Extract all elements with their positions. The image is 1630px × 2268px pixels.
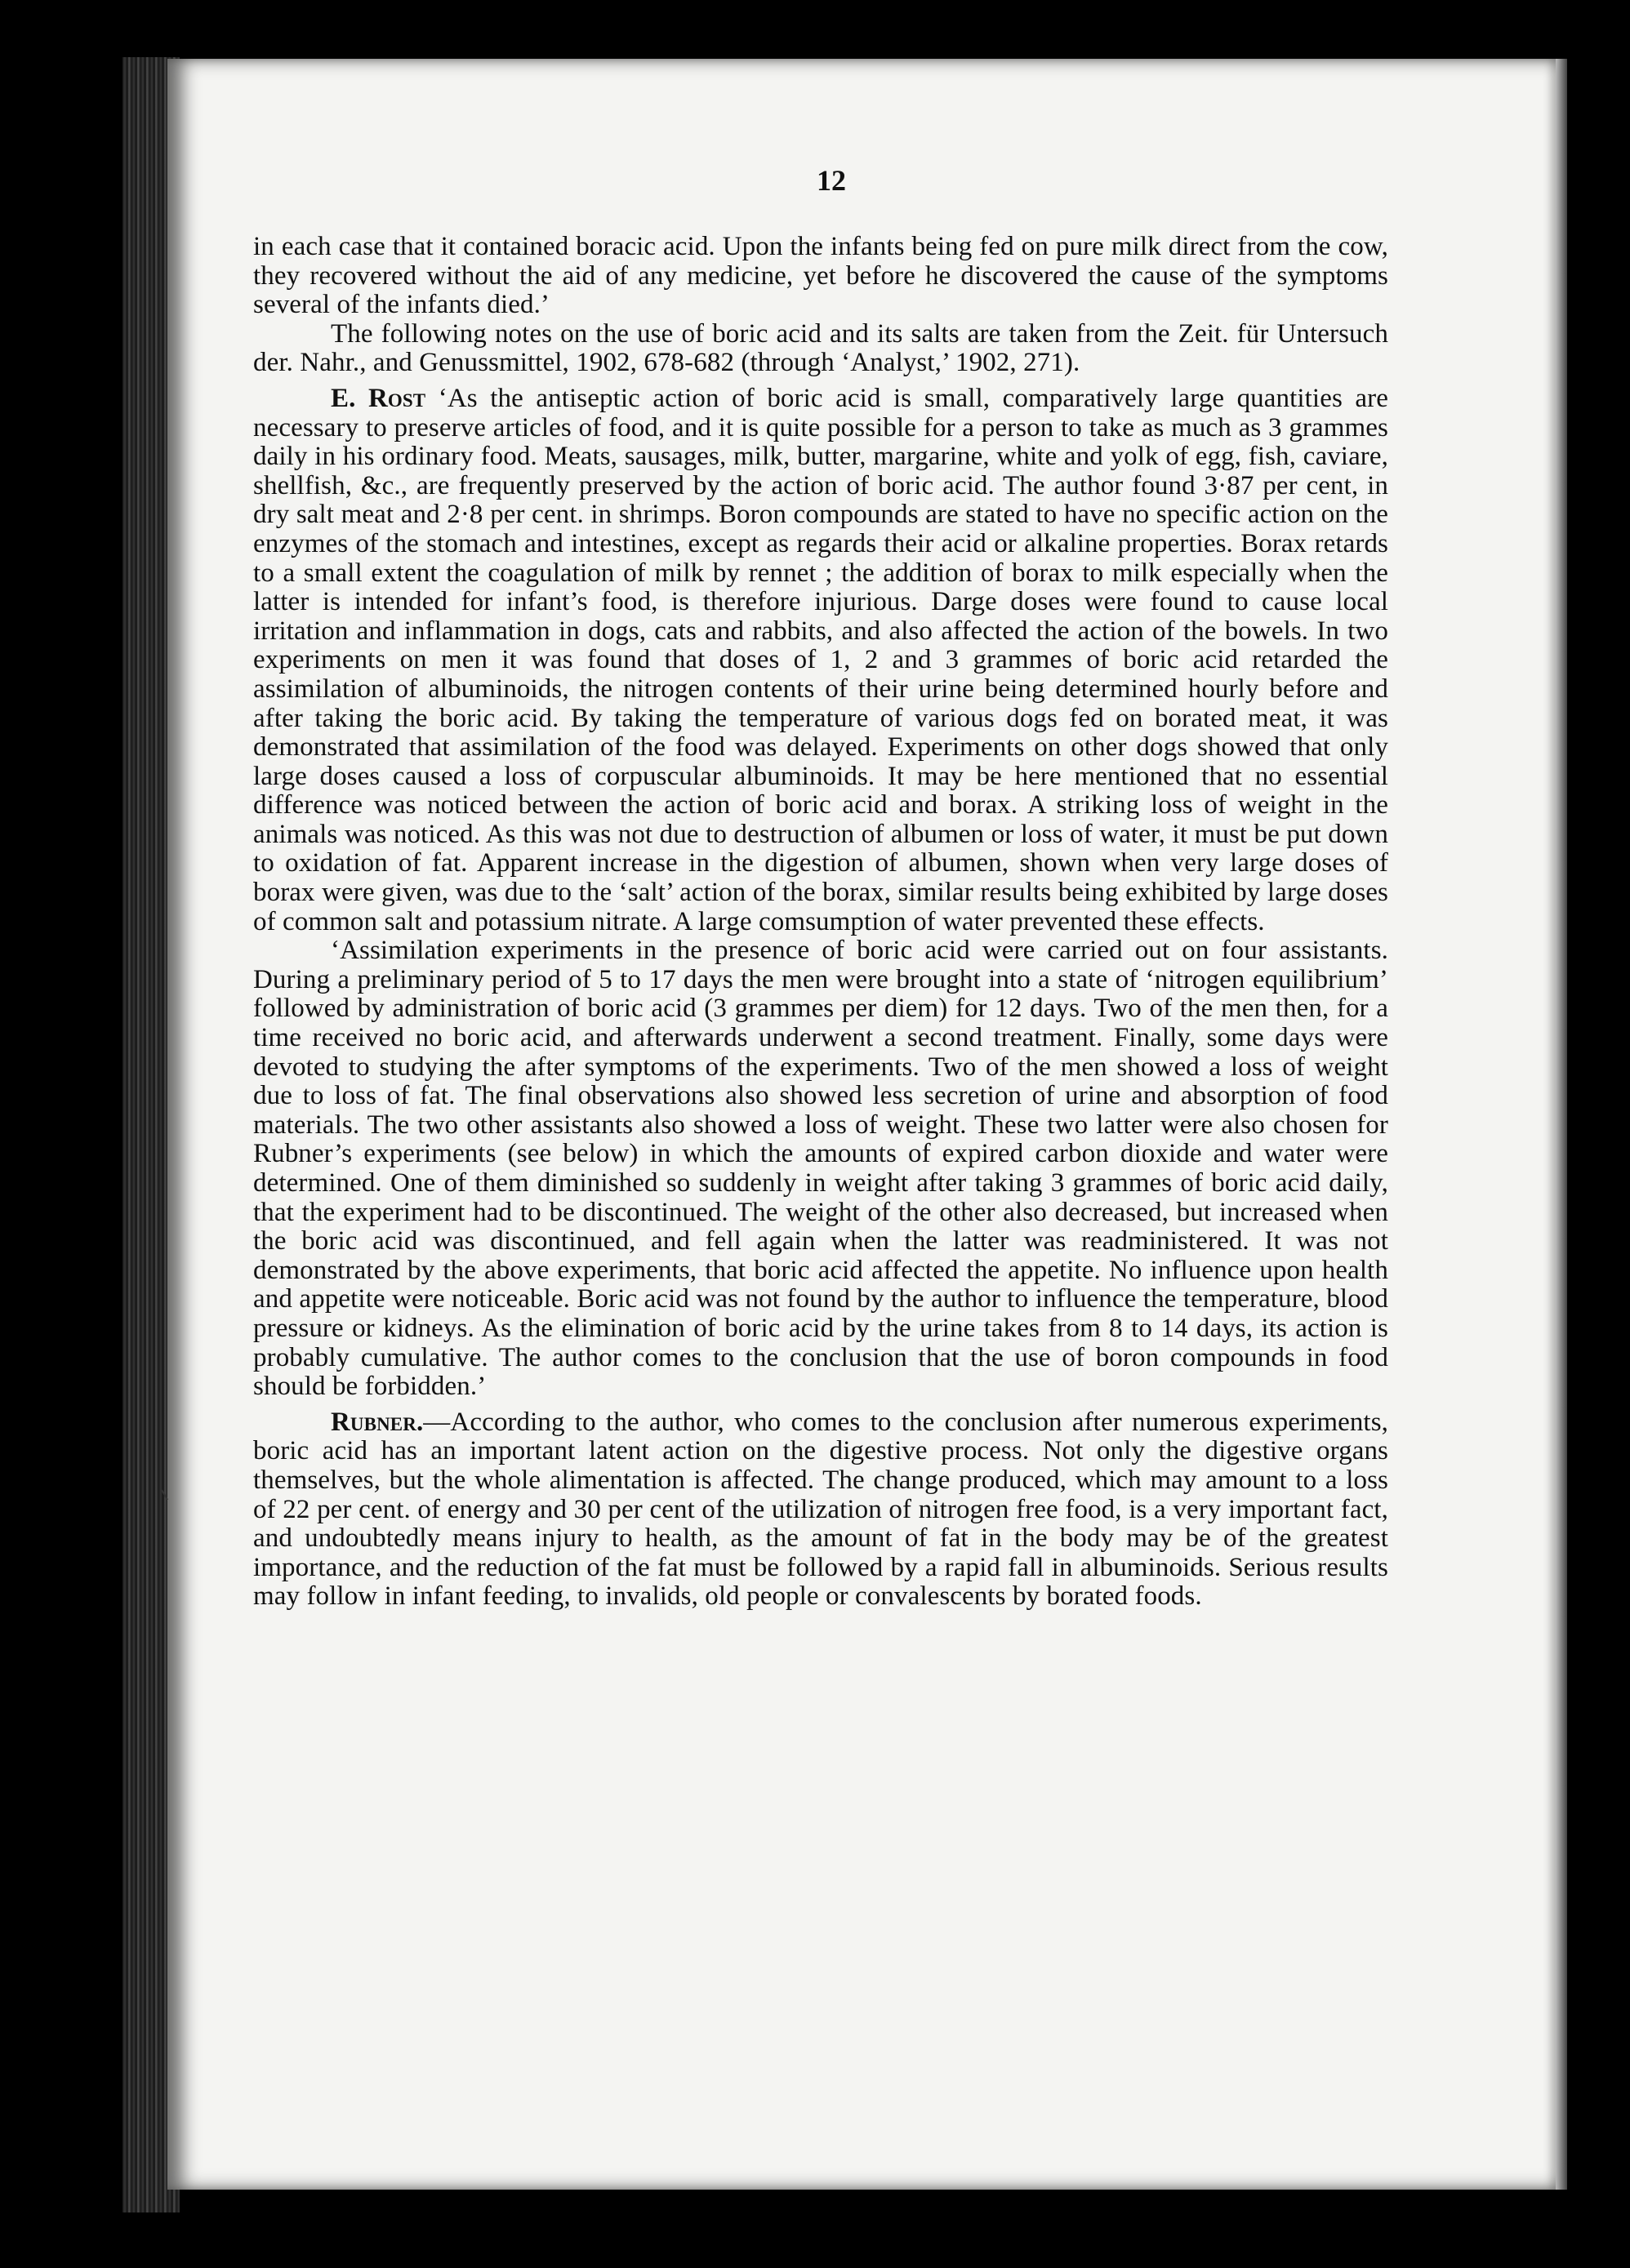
paragraph-source-note bbox=[253, 320, 1388, 378]
paragraph-text: The following notes on the use of boric acid and its salts are taken from the Zeit. für Untersuch der. Nahr., and Genussmittel, 1902, 678-682 (through ‘Analyst,’ 1902, 271). bbox=[253, 318, 1388, 378]
paragraph-text: —According to the author, who comes to the conclusion after numerous experiments, boric acid has an important latent action on the digestive process. Not only the digestive organs themselves, but the whole alimentation is affected. The change produced, which may amount to a loss of 22 per cent. of energy and 30 per cent of the utilization of nitrogen free food, is a very important fact, and undoubtedly means injury to health, as the amount of fat in the body may be of the greatest importance, and the reduction of the fat must be followed by a rapid fall in albuminoids. Serious results may follow in infant feeding, to invalids, old people or convalescents by borated foods. bbox=[253, 1407, 1388, 1612]
page-right-edge bbox=[1556, 59, 1567, 2190]
paragraph-text: ‘As the antiseptic action of boric acid is small, comparatively large quantities are necessary to preserve articles of food, and it is quite possible for a person to take as much as 3 grammes daily in his ordinary food. Meats, sausages, milk, butter, margarine, white and yolk of egg, fish, caviare, shellfish, &c., are frequently preserved by the action of boric acid. The author found 3·87 per cent, in dry salt meat and 2·8 per cent. in shrimps. Boron compounds are stated to have no specific action on the enzymes of the stomach and intestines, except as regards their acid or alkaline properties. Borax retards to a small extent the coagulation of milk by rennet ; the addition of borax to milk especially when the latter is intended for infant’s food, is therefore injurious. Darge doses were found to cause local irritation and inflammation in dogs, cats and rabbits, and also affected the action of the bowels. In two experiments on men it was found that doses of 1, 2 and 3 grammes of boric acid retarded the assimilation of albuminoids, the nitrogen contents of their urine being determined hourly before and after taking the boric acid. By taking the temperature of various dogs fed on borated meat, it was demonstrated that assimilation of the food was delayed. Experiments on other dogs showed that only large doses caused a loss of corpuscular albuminoids. It may be here mentioned that no essential difference was noticed between the action of boric acid and borax. A striking loss of weight in the animals was noticed. As this was not due to destruction of albumen or loss of water, it must be put down to oxidation of fat. Apparent increase in the digestion of albumen, shown when very large doses of borax were given, was due to the ‘salt’ action of the borax, similar results being exhibited by large doses of common salt and potassium nitrate. A large comsumption of water prevented these effects. bbox=[253, 383, 1388, 936]
paragraph-rubner bbox=[253, 1408, 1388, 1612]
paragraph-rost bbox=[253, 385, 1388, 936]
paragraph-text: ‘Assimilation experiments in the presence of boric acid were carried out on four assistants. During a preliminary period of 5 to 17 days the men were brought into a state of ‘nitrogen equilibrium’ followed by administration of boric acid (3 grammes per diem) for 12 days. Two of the men then, for a time received no boric acid, and afterwards underwent a second treatment. Finally, some days were devoted to studying the after symptoms of the experiments. Two of the men showed a loss of weight due to loss of fat. The final observations also showed less secretion of urine and absorption of food materials. The two other assistants also showed a loss of weight. These two latter were also chosen for Rubner’s experiments (see below) in which the amounts of expired carbon dioxide and water were determined. One of them diminished so suddenly in weight after taking 3 grammes of boric acid daily, that the experiment had to be discontinued. The weight of the other also decreased, but increased when the boric acid was discontinued, and fell again when the latter was readministered. It was not demonstrated by the above experiments, that boric acid affected the appetite. No influence upon health and appetite were noticeable. Boric acid was not found by the author to influence the temperature, blood pressure or kidneys. As the elimination of boric acid by the urine takes from 8 to 14 days, its action is probably cumulative. The author comes to the conclusion that the use of boron compounds in food should be forbidden.’ bbox=[253, 936, 1388, 1402]
page-number: 12 bbox=[817, 164, 846, 197]
paragraph-assimilation bbox=[253, 936, 1388, 1402]
paragraph-lead: Rubner. bbox=[331, 1407, 424, 1437]
paragraph-lead: E. Rost bbox=[331, 383, 426, 413]
paragraph-continuation bbox=[253, 233, 1388, 320]
paragraph-text: in each case that it contained boracic acid. Upon the infants being fed on pure milk direct from the cow, they recovered without the aid of any medicine, yet before he discovered the cause of the symptoms several of the infants died.’ bbox=[253, 232, 1388, 320]
body-text bbox=[253, 233, 1388, 1612]
